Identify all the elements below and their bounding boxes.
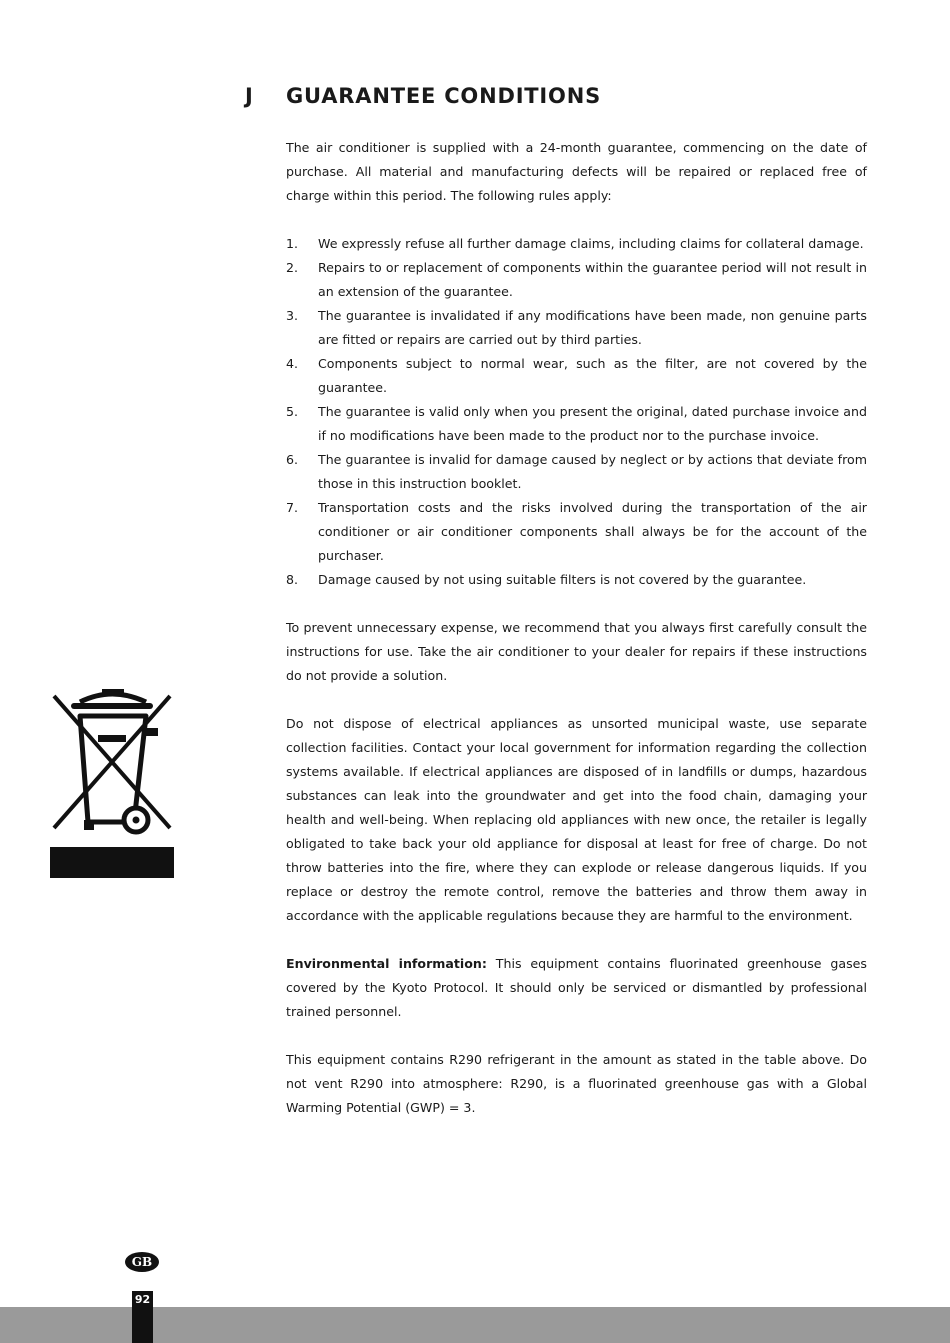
- list-item: [286, 256, 867, 304]
- list-item-text: Components subject to normal wear, such as the filter, are not covered by the guarantee.: [318, 356, 867, 395]
- environmental-text: This equipment contains fluorinated greenhouse gases covered by the Kyoto Protocol. It should only be serviced or dismantled by professional trained personnel.: [286, 956, 867, 1019]
- list-item: [286, 568, 867, 592]
- list-item-text: We expressly refuse all further damage claims, including claims for collateral damage.: [318, 236, 864, 251]
- list-item: [286, 448, 867, 496]
- list-item-text: Repairs to or replacement of components within the guarantee period will not result in an extension of the guarantee.: [318, 260, 867, 299]
- list-item-text: The guarantee is valid only when you present the original, dated purchase invoice and if no modifications have been made to the product nor to the purchase invoice.: [318, 404, 867, 443]
- advice-paragraph: To prevent unnecessary expense, we recommend that you always first carefully consult the instructions for use. Take the air conditioner to your dealer for repairs if these instructions do not provide a solution.: [286, 620, 867, 683]
- list-item-text: Transportation costs and the risks involved during the transportation of the air conditioner or air conditioner components shall always be for the account of the purchaser.: [318, 500, 867, 563]
- list-item-number: 4.: [286, 356, 299, 371]
- list-item-text: The guarantee is invalidated if any modifications have been made, non genuine parts are fitted or repairs are carried out by third parties.: [318, 308, 867, 347]
- list-item-number: 8.: [286, 572, 299, 587]
- list-item: [286, 304, 867, 352]
- list-item-number: 1.: [286, 236, 299, 251]
- guarantee-rules-list: [286, 232, 867, 592]
- environmental-label: Environmental information:: [286, 956, 487, 971]
- page-title: GUARANTEE CONDITIONS: [286, 84, 601, 108]
- list-item-number: 6.: [286, 452, 299, 467]
- list-item: [286, 496, 867, 568]
- refrigerant-paragraph: This equipment contains R290 refrigerant in the amount as stated in the table above. Do not vent R290 into atmosphere: R290, is a fluorinated greenhouse gas with a Global Warming Potential (GWP) = 3.: [286, 1052, 867, 1115]
- disposal-paragraph: Do not dispose of electrical appliances as unsorted municipal waste, use separate collection facilities. Contact your local government for information regarding the collection systems available. If electrical appliances are disposed of in landfills or dumps, hazardous substances can leak into the groundwater and get into the food chain, damaging your health and well-being. When replacing old appliances with new once, the retailer is legally obligated to take back your old appliance for disposal at least for free of charge. Do not throw batteries into the fire, where they can explode or release dangerous liquids. If you replace or destroy the remote control, remove the batteries and throw them away in accordance with the applicable regulations because they are harmful to the environment.: [286, 716, 867, 923]
- list-item-number: 5.: [286, 404, 299, 419]
- list-item-number: 2.: [286, 260, 299, 275]
- list-item: [286, 232, 867, 256]
- environmental-paragraph: [286, 952, 867, 1024]
- list-item: [286, 352, 867, 400]
- list-item: [286, 400, 867, 448]
- list-item-number: 7.: [286, 500, 299, 515]
- intro-paragraph: The air conditioner is supplied with a 24-month guarantee, commencing on the date of purchase. All material and manufacturing defects will be repaired or replaced free of charge within this period. The following rules apply:: [286, 140, 867, 203]
- language-badge: GB: [125, 1252, 159, 1272]
- main-content: [286, 136, 867, 1144]
- list-item-text: Damage caused by not using suitable filters is not covered by the guarantee.: [318, 572, 807, 587]
- list-item-number: 3.: [286, 308, 299, 323]
- section-letter: J: [245, 84, 254, 108]
- crossed-out-wheelie-bin-icon: [50, 688, 174, 878]
- page-number: 92: [134, 1293, 151, 1306]
- list-item-text: The guarantee is invalid for damage caused by neglect or by actions that deviate from those in this instruction booklet.: [318, 452, 867, 491]
